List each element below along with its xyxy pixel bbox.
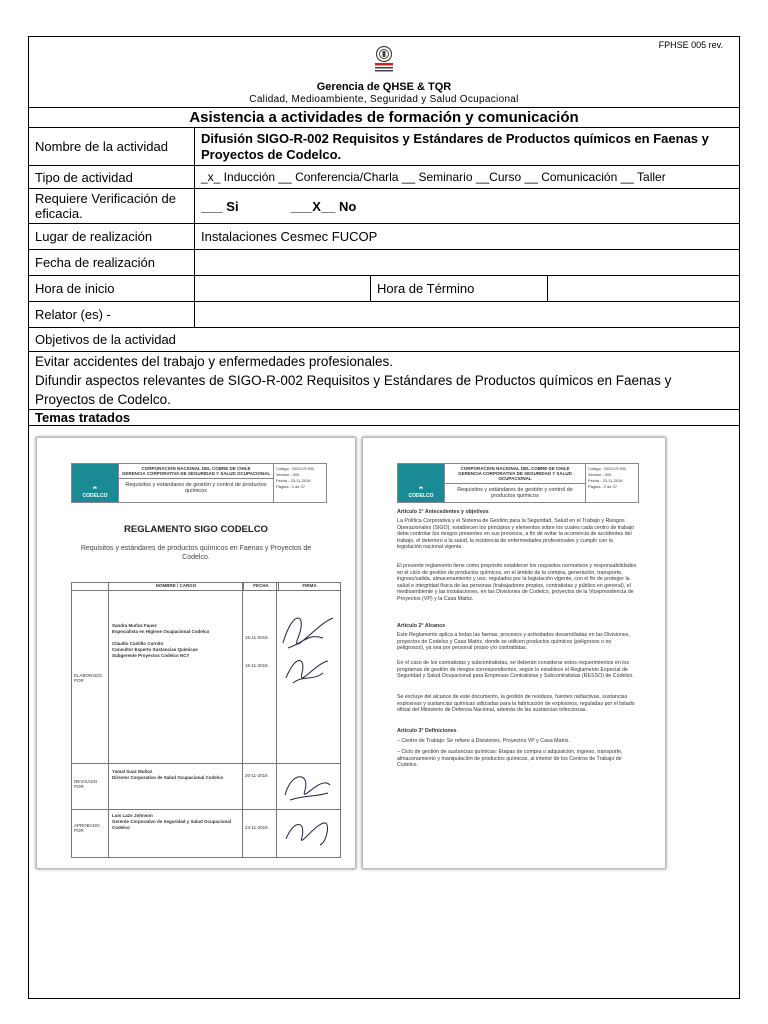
start-value[interactable] (195, 276, 371, 301)
art2-p2: En el caso de los contratistas y subcontratistas, se deberán considerar estos requerimientos en los programas de gestión de riesgos correspondientes, según lo establece el Reglamento Especial de Seguridad y Salud Ocupacional para Empresas Contratistas y Subcontratistas (RESSO) de Codelco. (397, 660, 634, 680)
approval-table (71, 582, 341, 858)
place-label: Lugar de realización (29, 224, 195, 249)
rev-label: REVISADO POR (74, 779, 98, 789)
art1-title: Artículo 1° Antecedentes y objetivos (397, 509, 489, 515)
doc-title: Requisitos y estándares de gestión y control de productos químicos (125, 482, 267, 494)
start-label: Hora de inicio (29, 276, 195, 301)
form-title: Asistencia a actividades de formación y comunicación (29, 108, 739, 128)
doc-org-line-2: CORPORACION NACIONAL DEL COBRE DE CHILE GERENCIA CORPORATIVA DE SEGURIDAD Y SALUD OCUPACIONAL (445, 466, 585, 484)
doc-title-2: Requisitos y estándares de gestión y control de productos químicos (457, 487, 573, 499)
form-header (29, 37, 739, 108)
codelco-logo-2 (398, 464, 444, 502)
art3-title: Artículo 3° Definiciones (397, 728, 457, 734)
objectives-text: Evitar accidentes del trabajo y enfermedades profesionales. Difundir aspectos relevantes de SIGO-R-002 Requisitos y Estándares de Productos químicos en Faenas y Proyectos de Codelco. (35, 354, 672, 407)
row-date (29, 250, 739, 276)
codelco-logo (72, 464, 118, 502)
signature-3-icon (280, 811, 335, 853)
signature-2-icon (280, 765, 335, 807)
row-speaker (29, 302, 739, 328)
org-subtitle: Calidad, Medioambiente, Seguridad y Salud Ocupacional (249, 94, 519, 105)
row-objectives-label (29, 328, 739, 352)
art2-p1: Este Reglamento aplica a todas las faenas, procesos y actividades desarrolladas en las Divisiones, proyectos de Codelco y Casa Matriz, donde se utilicen productos químicos (peligrosos o no peligrosos), ya sea por personal propio y/o contratistas. (397, 632, 630, 652)
reg-subtitle: Requisitos y estándares de productos químicos en Faenas y Proyectos de Codelco. (80, 545, 312, 561)
art3-item-2: – Ciclo de gestión de sustancias químicas: Etapas de compra o adquisición, ingreso, transporte, almacenamiento y manipulación de productos químicos, al interior de los Centros de Trabajo de Codelco. (397, 749, 623, 769)
apr-label: APROBADO POR (74, 823, 100, 833)
th-date: FECHA (244, 583, 279, 590)
th-name: NOMBRE / CARGO (109, 583, 244, 590)
codelco-helmet-icon: ◓ (418, 483, 424, 493)
apr-names: Luis Lazo Johnson Gerente Corporativo de Seguridad y Salud Ocupacional Codelco (112, 813, 232, 830)
type-value: _x_ Inducción __ Conferencia/Charla __ Seminario __Curso __ Comunicación __ Taller (201, 170, 666, 184)
elab-label: ELABORADO POR (74, 673, 103, 683)
speaker-label: Relator (es) - (29, 302, 195, 327)
attendance-form (28, 36, 740, 999)
signature-1-icon (278, 603, 338, 693)
activity-value (195, 128, 739, 165)
apr-date: 23-11-2018 (245, 825, 268, 830)
approval-table-header (72, 583, 340, 591)
verif-si: ___ Si (201, 198, 239, 214)
activity-title: SIGO-R-002 Requisitos y Estándares de Productos químicos en Faenas y Proyectos de Codelco. (201, 131, 709, 162)
verif-options (195, 189, 739, 223)
end-value[interactable] (548, 276, 739, 301)
art2-p3: Se excluye del alcance de este documento, la gestión de residuos, fuentes radiactivas, sustancias explosivas y sustancias químicas utilizadas para la fabricación de explosivos, reguladas por el listado oficial del Ministerio de Defensa Nacional, además de las sustancias infecciosas. (397, 694, 635, 714)
th-signature: FIRMA (302, 583, 317, 588)
art2-title: Artículo 2° Alcance (397, 623, 446, 629)
objectives-label: Objetivos de la actividad (35, 332, 176, 347)
form-code: FPHSE 005 rev. (658, 40, 723, 50)
doc-org-line: CORPORACION NACIONAL DEL COBRE DE CHILE GERENCIA CORPORATIVA DE SEGURIDAD Y SALUD OCUPACIONAL (119, 466, 273, 479)
verif-no: ___X__ No (290, 198, 357, 214)
date-value[interactable] (195, 250, 739, 275)
elab-date-1: 16-11-2018 (245, 635, 268, 640)
date-label: Fecha de realización (29, 250, 195, 275)
doc-meta: Código : SIGO-R-002 Versión : 000 Fecha : 23-11-2018 Página : 1 de 37 (276, 466, 315, 489)
place-value: Instalaciones Cesmec FUCOP (201, 229, 378, 244)
doc-page-2 (362, 437, 666, 869)
end-label: Hora de Término (371, 276, 548, 301)
art1-p1: La Política Corporativa y el Sistema de Gestión para la Seguridad, Salud en el Trabajo y Riesgos Operacionales (SIGO), establecen los principios y elementos sobre los cuales cada centro de trabajo debe controlar los riesgos presentes en sus procesos, a fin de evitar la ocurrencia de accidentes del trabajo, el deterioro a la salud, la incidencia de enfermedades profesionales y cumplir con la legislación nacional vigente. (397, 518, 635, 551)
type-label: Tipo de actividad (29, 166, 195, 188)
codelco-logo-text-2: CODELCO (408, 493, 434, 499)
codelco-helmet-icon: ◓ (92, 483, 98, 493)
row-topics-label (29, 410, 739, 426)
activity-label: Nombre de la actividad (29, 128, 195, 165)
rev-date: 20-11-2018 (245, 773, 268, 778)
row-place (29, 224, 739, 250)
art1-p2: El presente reglamento tiene como propósito establecer los requisitos normativos y responsabilidades en el ciclo de gestión de productos químicos, en el ámbito de la compra, generación, transporte, ingreso/salida, almacenamiento y uso, regulados por la legislación vigente, con el fin de proteger la salud e integridad física de las personas (trabajadores propios, contratistas y público en general), el medioambiente y las instalaciones, en las Divisiones de Codelco, proyectos de la Vicepresidencia de Proyectos (VP) y la Casa Matriz. (397, 563, 637, 602)
art3-item-1: – Centro de Trabajo: Se refiere a Divisiones, Proyectos VP y Casa Matriz. (397, 738, 571, 744)
elab-date-2: 16-11-2018 (245, 663, 268, 668)
topics-label: Temas tratados (35, 410, 131, 425)
codelco-logo-text: CODELCO (82, 493, 108, 499)
doc-meta-2: Código : SIGO-R-002 Versión : 000 Fecha : 23-11-2018 Página : 2 de 37 (588, 466, 627, 489)
speaker-value[interactable] (195, 302, 739, 327)
org-name: Gerencia de QHSE & TQR (316, 81, 452, 93)
rev-names: Yamal Suaz Muñoz Director Corporativo de Salud Ocupacional Codelco (112, 769, 224, 780)
bureau-veritas-seal-icon (372, 45, 396, 73)
topics-documents (29, 426, 739, 998)
row-activity-type (29, 166, 739, 189)
doc-header-2 (397, 463, 639, 503)
row-activity-name (29, 128, 739, 166)
verif-label: Requiere Verificación de eficacia. (29, 189, 195, 223)
reg-title: REGLAMENTO SIGO CODELCO (124, 524, 268, 535)
row-objectives (29, 352, 739, 410)
doc-page-1 (36, 437, 356, 869)
doc-header-1 (71, 463, 327, 503)
row-verification (29, 189, 739, 224)
activity-prefix: Difusión (201, 131, 253, 146)
row-times (29, 276, 739, 302)
elab-names: Sandra Muñoz Fauez Especialista en Higiene Ocupacional Codelco Claudio Castillo Cornito Consultor Experto Sustancias Químicas Subgerente Proyectos Codelco NCY (112, 623, 210, 658)
